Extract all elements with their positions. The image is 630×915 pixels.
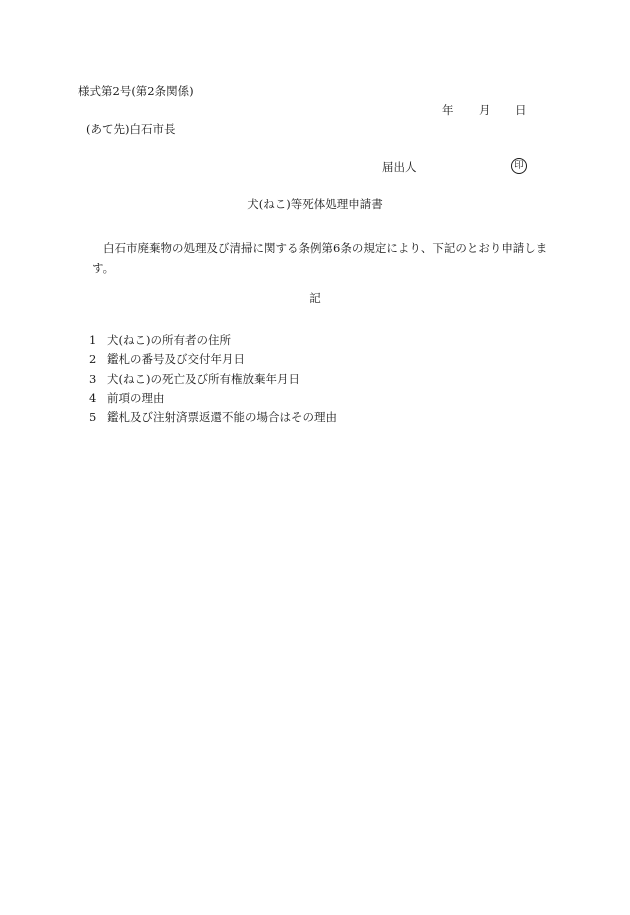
item-text: 鑑札及び注射済票返還不能の場合はその理由 [107, 410, 337, 425]
document-title: 犬(ねこ)等死体処理申請書 [247, 197, 383, 211]
item-list [89, 331, 337, 427]
list-item [89, 331, 337, 350]
item-text: 犬(ねこ)の所有者の住所 [107, 333, 231, 347]
list-item [89, 389, 337, 408]
item-number: 1 [89, 333, 97, 347]
body-paragraph: 白石市廃棄物の処理及び清掃に関する条例第6条の規定により、下記のとおり申請します。 [92, 241, 548, 275]
item-number: 2 [89, 352, 97, 367]
item-text: 前項の理由 [107, 390, 165, 405]
item-number: 4 [89, 390, 97, 405]
list-item [89, 370, 337, 389]
item-number: 5 [89, 410, 97, 425]
item-text: 犬(ねこ)の死亡及び所有権放棄年月日 [107, 371, 300, 386]
ki-heading: 記 [309, 291, 321, 305]
date-month-label: 月 [479, 103, 491, 117]
item-text: 鑑札の番号及び交付年月日 [107, 352, 245, 367]
addressee: (あて先)白石市長 [86, 122, 176, 136]
item-number: 3 [89, 371, 97, 386]
applicant-label: 届出人 [382, 160, 417, 174]
list-item [89, 408, 337, 427]
list-item [89, 350, 337, 369]
seal-icon: 印 [511, 158, 527, 174]
form-number: 様式第2号(第2条関係) [78, 84, 194, 98]
date-year-label: 年 [442, 103, 454, 117]
date-day-label: 日 [515, 103, 527, 117]
